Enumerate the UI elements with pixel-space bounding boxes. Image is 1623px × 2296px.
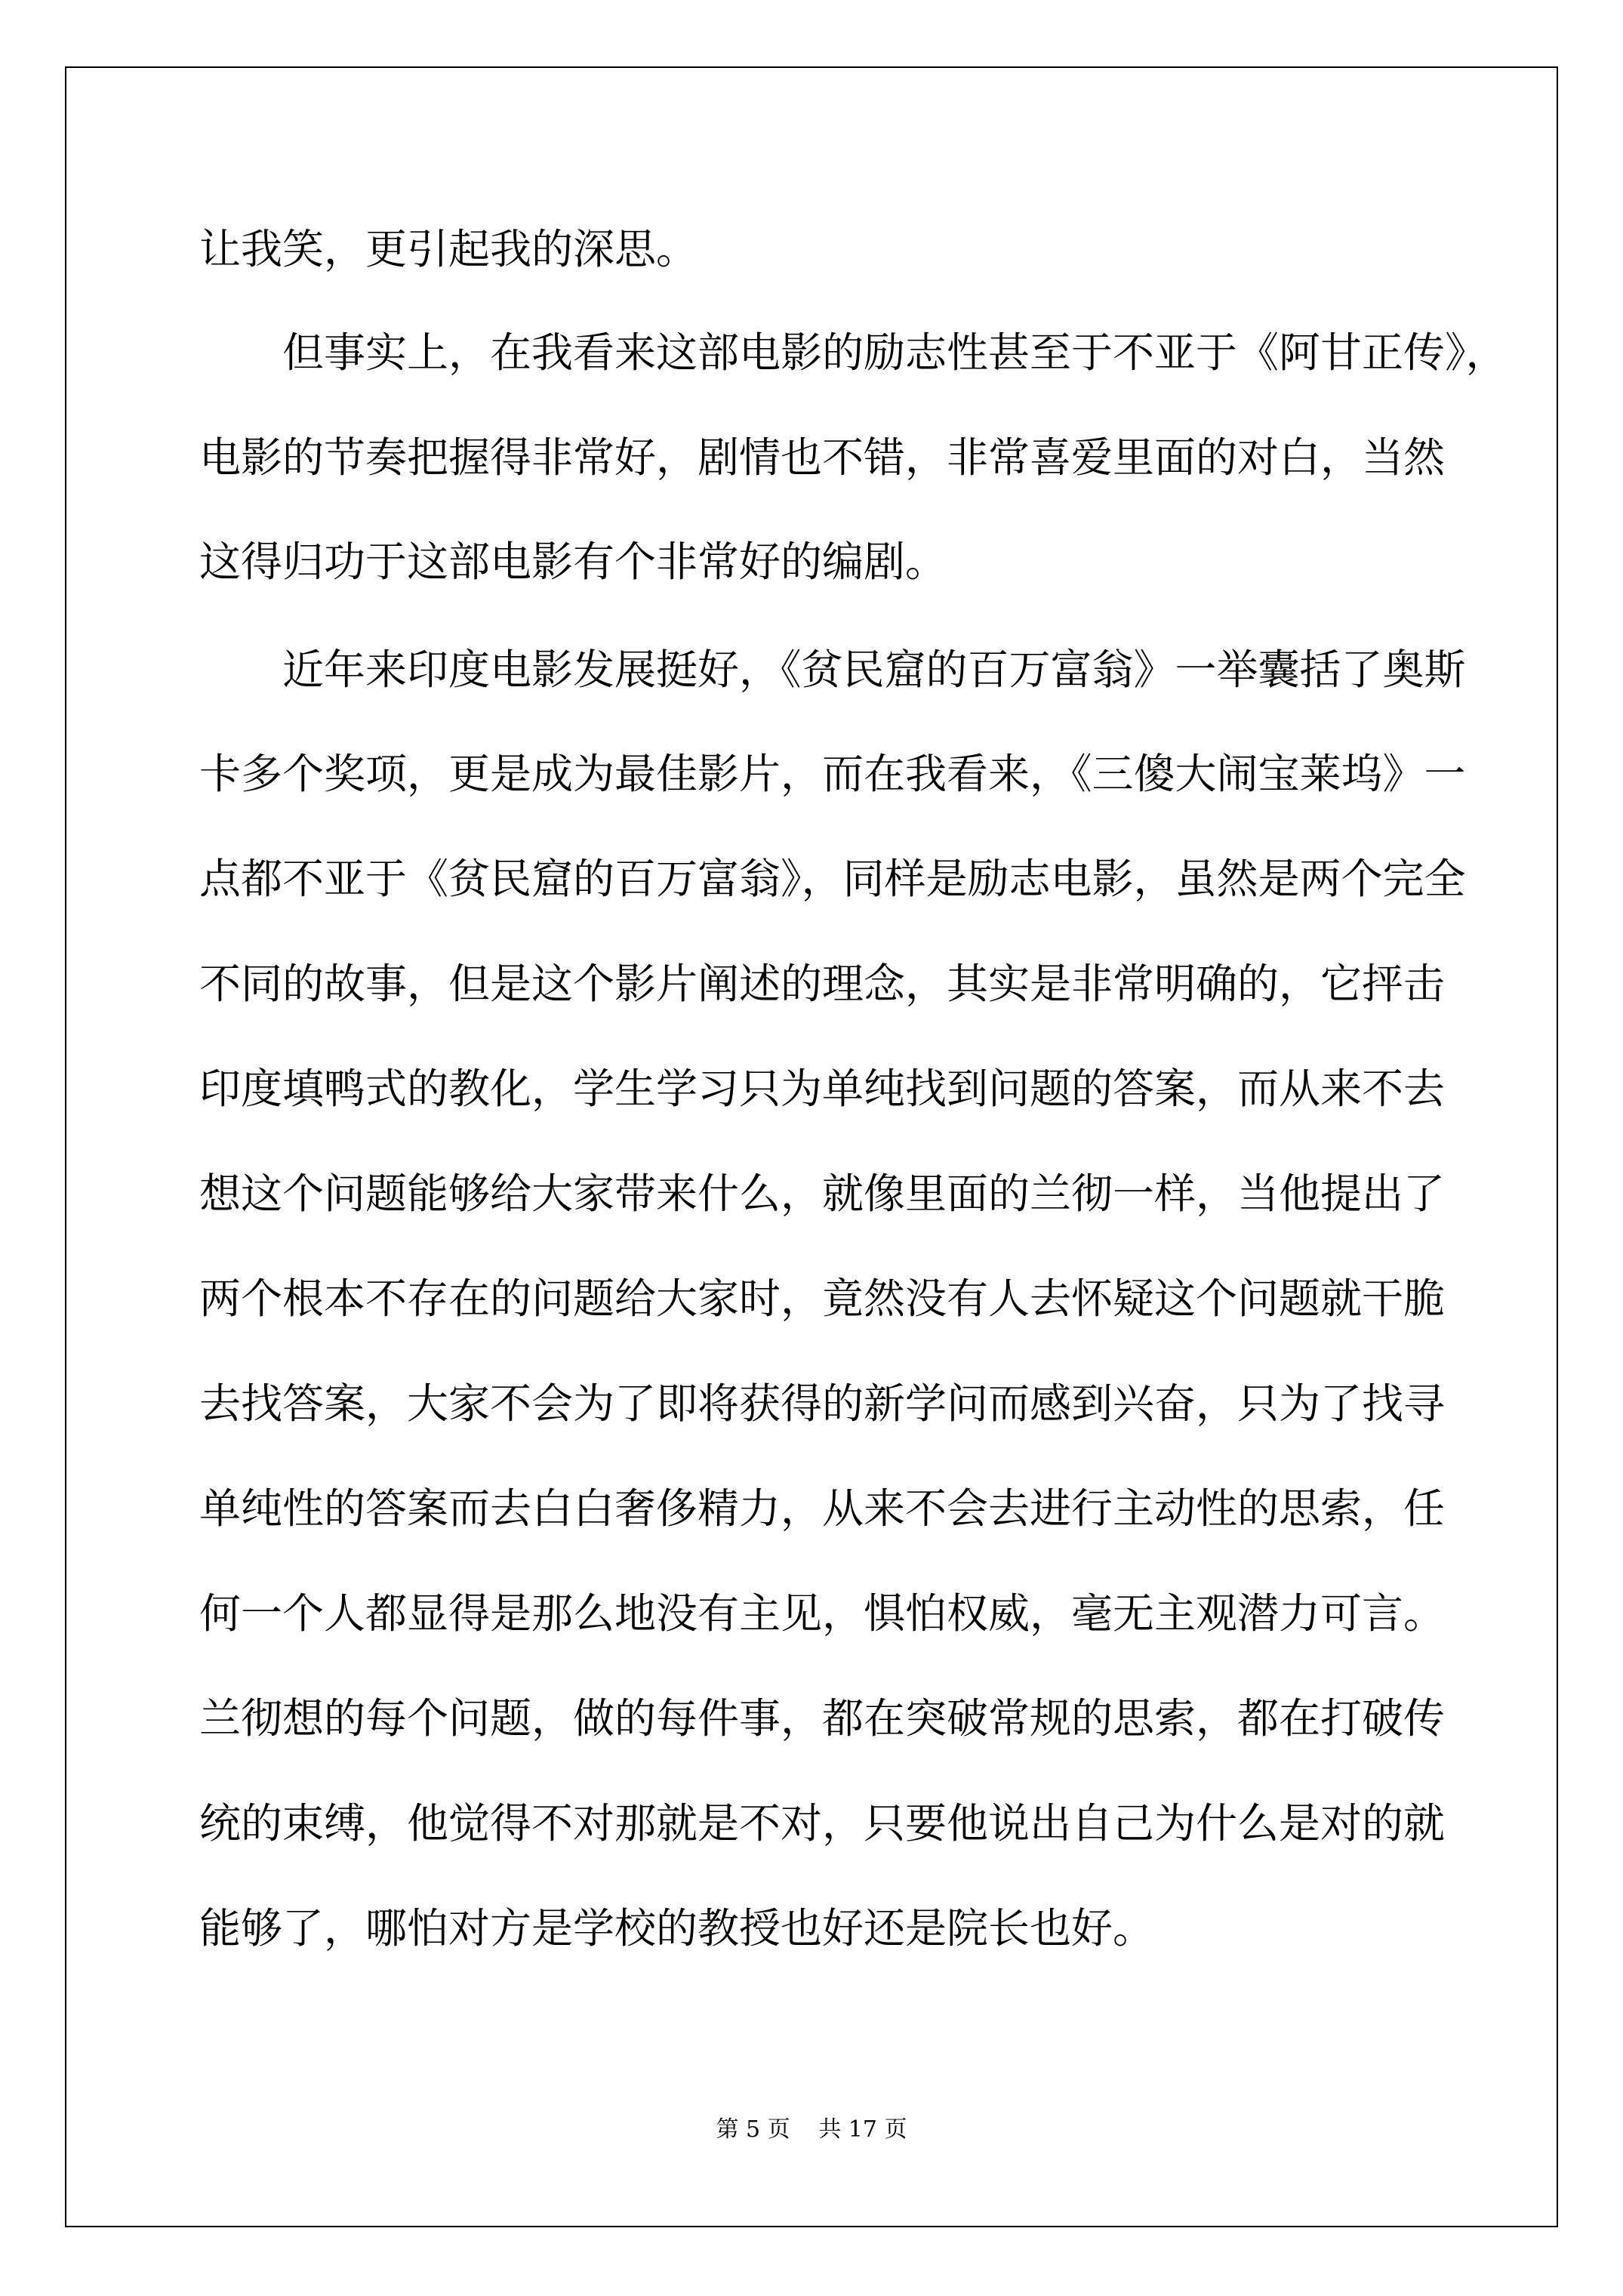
text-line: 想这个问题能够给大家带来什么，就像里面的兰彻一样，当他提出了: [199, 1170, 1446, 1218]
text-line: 单纯性的答案而去白白奢侈精力，从来不会去进行主动性的思索，任: [199, 1484, 1446, 1533]
text-line: 去找答案，大家不会为了即将获得的新学问而感到兴奋，只为了找寻: [199, 1379, 1446, 1428]
text-line: 点都不亚于《贫民窟的百万富翁》，同样是励志电影，虽然是两个完全: [199, 855, 1466, 903]
text-line: 印度填鸭式的教化，学生学习只为单纯找到问题的答案，而从来不去: [199, 1065, 1446, 1113]
page-total: 共 17 页: [818, 2116, 907, 2143]
text-line: 统的束缚，他觉得不对那就是不对，只要他说出自己为什么是对的就: [199, 1799, 1446, 1848]
text-line: 两个根本不存在的问题给大家时，竟然没有人去怀疑这个问题就干脆: [199, 1274, 1446, 1323]
text-line: 兰彻想的每个问题，做的每件事，都在突破常规的思索，都在打破传: [199, 1694, 1446, 1743]
text-line: 让我笑，更引起我的深思。: [199, 225, 698, 273]
text-line: 但事实上，在我看来这部电影的励志性甚至于不亚于《阿甘正传》，: [282, 328, 1508, 377]
text-line: 近年来印度电影发展挺好，《贫民窟的百万富翁》一举囊括了奥斯: [282, 646, 1466, 694]
text-line: 卡多个奖项，更是成为最佳影片，而在我看来，《三傻大闹宝莱坞》一: [199, 750, 1466, 798]
text-line: 电影的节奏把握得非常好，剧情也不错，非常喜爱里面的对白，当然: [199, 433, 1446, 482]
text-line: 这得归功于这部电影有个非常好的编剧。: [199, 538, 947, 586]
text-line: 不同的故事，但是这个影片阐述的理念，其实是非常明确的，它抨击: [199, 960, 1446, 1008]
page-number: 第 5 页: [716, 2116, 790, 2143]
page-footer: [0, 2110, 1623, 2143]
text-line: 能够了，哪怕对方是学校的教授也好还是院长也好。: [199, 1904, 1155, 1952]
text-line: 何一个人都显得是那么地没有主见，惧怕权威，毫无主观潜力可言。: [199, 1589, 1446, 1638]
